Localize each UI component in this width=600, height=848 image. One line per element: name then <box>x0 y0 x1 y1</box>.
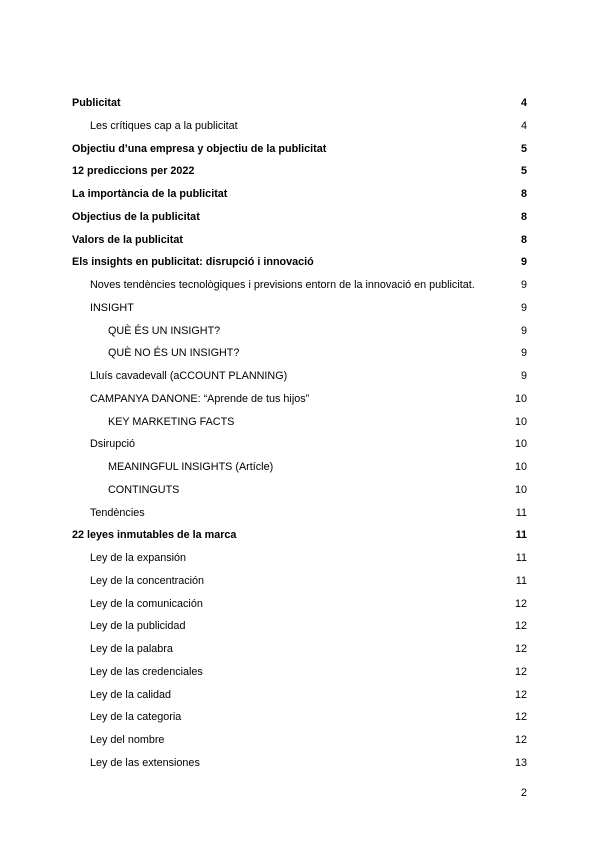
toc-entry[interactable] <box>72 251 527 274</box>
toc-entry[interactable] <box>72 593 527 616</box>
toc-entry[interactable] <box>72 479 527 502</box>
toc-entry-page-number: 4 <box>520 97 527 109</box>
toc-entry[interactable] <box>72 752 527 775</box>
toc-entry-title: Ley del nombre <box>90 734 165 746</box>
toc-entry-page-number: 13 <box>514 756 527 769</box>
toc-entry-page-number: 5 <box>520 165 527 178</box>
toc-entry-page-number: 9 <box>520 301 527 314</box>
toc-entry-page-number: 12 <box>514 734 527 746</box>
toc-entry-page-number: 8 <box>520 210 527 223</box>
toc-entry-title: Ley de la expansión <box>90 552 187 564</box>
toc-entry[interactable] <box>72 547 527 570</box>
toc-entry-title: 12 prediccions per 2022 <box>72 165 195 178</box>
toc-entry-page-number: 11 <box>515 506 527 519</box>
toc-entry-page-number: 12 <box>514 665 527 678</box>
toc-entry-title: Lluís cavadevall (aCCOUNT PLANNING) <box>90 370 288 382</box>
toc-entry-page-number: 11 <box>515 574 527 587</box>
toc-entry[interactable] <box>72 274 527 297</box>
toc-entry-title: La importància de la publicitat <box>72 188 228 200</box>
toc-entry-page-number: 10 <box>514 461 527 473</box>
toc-entry-title: QUÈ NO ÉS UN INSIGHT? <box>108 347 240 360</box>
toc-entry[interactable] <box>72 502 527 525</box>
page-number: 2 <box>520 787 527 799</box>
toc-entry-title: MEANINGFUL INSIGHTS (Artícle) <box>108 461 274 473</box>
toc-entry-title: Ley de las credenciales <box>90 665 203 678</box>
toc-entry[interactable] <box>72 615 527 638</box>
toc-entry-page-number: 12 <box>514 620 527 633</box>
toc-entry-page-number: 12 <box>514 597 527 610</box>
toc-entry[interactable] <box>72 138 527 161</box>
toc-entry[interactable] <box>72 320 527 343</box>
toc-entry-title: Ley de la publicidad <box>90 620 186 633</box>
toc-entry-title: Les crítiques cap a la publicitat <box>90 119 238 132</box>
toc-entry-page-number: 8 <box>520 233 527 246</box>
toc-entry-page-number: 11 <box>515 552 527 564</box>
toc-entry[interactable] <box>72 388 527 411</box>
toc-entry-title: QUÈ ÉS UN INSIGHT? <box>108 324 221 337</box>
toc-entry-title: KEY MARKETING FACTS <box>108 415 235 428</box>
toc-entry-title: 22 leyes inmutables de la marca <box>72 529 237 542</box>
toc-entry-page-number: 12 <box>514 643 527 655</box>
toc-entry-title: Objectiu d’una empresa y objectiu de la publicitat <box>72 142 327 155</box>
toc-entry-title: Ley de la comunicación <box>90 597 203 610</box>
toc-entry-title: INSIGHT <box>90 301 134 314</box>
toc-entry[interactable] <box>72 160 527 183</box>
toc-entry-title: Publicitat <box>72 97 121 109</box>
toc-entry-title: CAMPANYA DANONE: “Aprende de tus hijos” <box>90 392 310 405</box>
toc-entry-page-number: 4 <box>520 119 527 132</box>
toc-entry-page-number: 9 <box>520 256 527 269</box>
toc-entry[interactable] <box>72 206 527 229</box>
toc-entry-page-number: 9 <box>520 347 527 360</box>
toc-entry-title: Els insights en publicitat: disrupció i innovació <box>72 256 314 269</box>
toc-entry[interactable] <box>72 92 527 115</box>
toc-entry[interactable] <box>72 684 527 707</box>
toc-entry-page-number: 10 <box>514 392 527 405</box>
toc-entry-title: CONTINGUTS <box>108 483 180 496</box>
toc-entry[interactable] <box>72 661 527 684</box>
table-of-contents <box>72 92 527 775</box>
toc-entry[interactable] <box>72 524 527 547</box>
toc-entry-page-number: 12 <box>514 711 527 724</box>
toc-entry-title: Ley de la palabra <box>90 643 173 655</box>
toc-entry-page-number: 5 <box>520 142 527 155</box>
toc-entry-page-number: 9 <box>520 279 527 291</box>
toc-entry[interactable] <box>72 638 527 661</box>
toc-entry-page-number: 10 <box>514 483 527 496</box>
toc-entry[interactable] <box>72 183 527 206</box>
toc-entry[interactable] <box>72 411 527 434</box>
toc-entry-page-number: 9 <box>520 370 527 382</box>
toc-entry[interactable] <box>72 729 527 752</box>
toc-entry[interactable] <box>72 570 527 593</box>
toc-entry-title: Ley de la calidad <box>90 688 172 701</box>
toc-entry[interactable] <box>72 115 527 138</box>
toc-entry-page-number: 12 <box>514 688 527 701</box>
toc-entry-title: Valors de la publicitat <box>72 233 184 246</box>
toc-entry-page-number: 10 <box>514 415 527 428</box>
toc-entry[interactable] <box>72 456 527 479</box>
toc-entry[interactable] <box>72 433 527 456</box>
toc-entry-title: Ley de la categoria <box>90 711 182 724</box>
toc-entry[interactable] <box>72 342 527 365</box>
toc-entry[interactable] <box>72 365 527 388</box>
toc-entry-title: Dsirupció <box>90 438 136 451</box>
toc-entry-page-number: 10 <box>514 438 527 451</box>
toc-entry-title: Noves tendències tecnològiques i previsions entorn de la innovació en publicitat. <box>90 279 475 291</box>
toc-entry-title: Ley de las extensiones <box>90 756 200 769</box>
toc-entry-page-number: 8 <box>520 188 527 200</box>
toc-entry-title: Ley de la concentración <box>90 574 205 587</box>
toc-entry[interactable] <box>72 229 527 252</box>
toc-entry[interactable] <box>72 706 527 729</box>
toc-entry-title: Tendències <box>90 506 145 519</box>
toc-entry-page-number: 9 <box>520 324 527 337</box>
toc-entry-title: Objectius de la publicitat <box>72 210 200 223</box>
toc-entry[interactable] <box>72 297 527 320</box>
toc-entry-page-number: 11 <box>515 529 527 542</box>
